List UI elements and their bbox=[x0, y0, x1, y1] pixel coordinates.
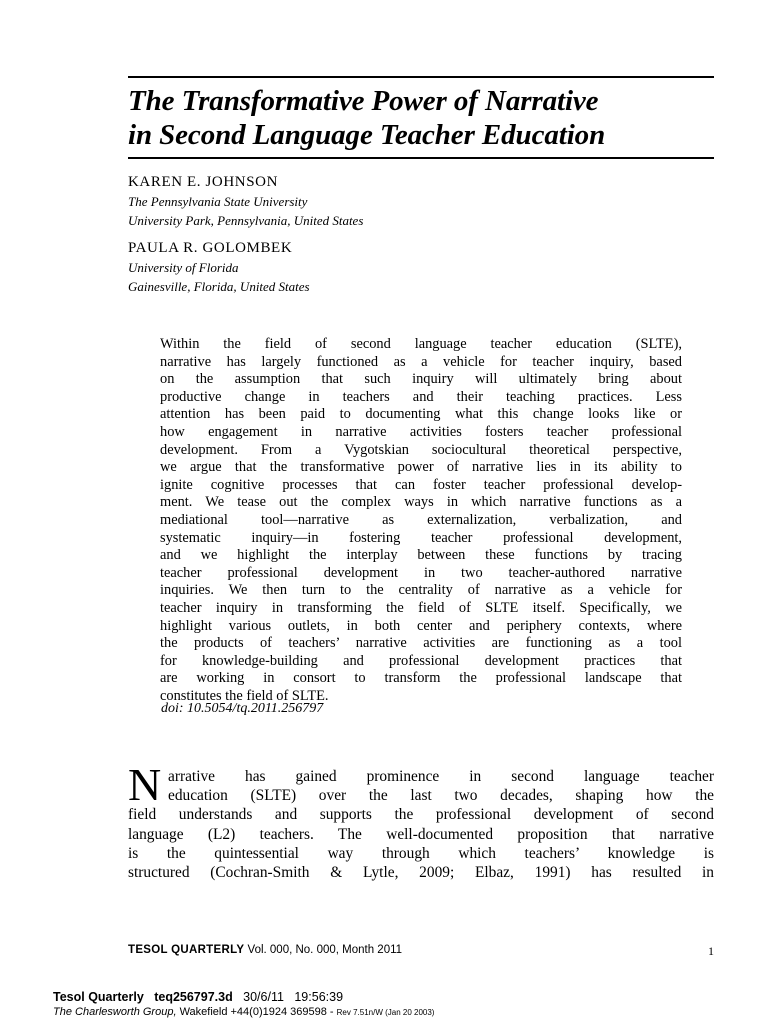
footer-issue: Vol. 000, No. 000, Month 2011 bbox=[247, 944, 403, 956]
abstract-line: Within the field of second language teacher education (SLTE), bbox=[160, 336, 682, 352]
abstract-line: inquiries. We then turn to the centrality of narrative as a vehicle for bbox=[160, 582, 682, 599]
body-text bbox=[128, 767, 714, 882]
author-1 bbox=[128, 172, 363, 230]
slug-time: 19:56:39 bbox=[294, 990, 344, 1004]
abstract-line: we argue that the transformative power of narrative lies in its ability to bbox=[160, 459, 682, 476]
page-footer bbox=[128, 944, 714, 956]
title-top-rule bbox=[128, 76, 714, 78]
body-line: field understands and supports the professional development of second bbox=[128, 806, 714, 824]
abstract-line: how engagement in narrative activities fosters teacher professional bbox=[160, 423, 682, 440]
author-affiliation: The Pennsylvania State University bbox=[128, 194, 308, 209]
footer-journal: TESOL QUARTERLY bbox=[128, 944, 245, 956]
abstract-line: systematic inquiry—in fostering teacher professional development, bbox=[160, 529, 682, 546]
body-line: arrative has gained prominence in second language teacher bbox=[168, 768, 714, 785]
abstract-line: productive change in teachers and their teaching practices. Less bbox=[160, 388, 682, 405]
typesetter-info bbox=[53, 1006, 434, 1018]
title-line-2: in Second Language Teacher Education bbox=[128, 119, 606, 151]
author-2 bbox=[128, 238, 310, 296]
slug-contact: Wakefield +44(0)1924 369598 - bbox=[179, 1006, 334, 1018]
author-location: University Park, Pennsylvania, United States bbox=[128, 213, 364, 228]
abstract-line: teacher professional development in two teacher-authored narrative bbox=[160, 564, 682, 581]
author-name: PAULA R. GOLOMBEK bbox=[128, 240, 293, 256]
abstract-line: the products of teachers’ narrative activities are functioning as a tool bbox=[160, 635, 682, 652]
abstract-line: narrative has largely functioned as a vehicle for teacher inquiry, based bbox=[160, 353, 682, 370]
abstract-line: highlight various outlets, in both center and periphery contexts, where bbox=[160, 617, 682, 634]
slug-typesetter: The Charlesworth Group, bbox=[53, 1006, 177, 1018]
abstract-line: attention has been paid to documenting what this change looks like or bbox=[160, 406, 682, 423]
body-line: education (SLTE) over the last two decades, shaping how the bbox=[168, 787, 714, 805]
body-line: language (L2) teachers. The well-documented proposition that narrative bbox=[128, 825, 714, 843]
title-line-1: The Transformative Power of Narrative bbox=[128, 85, 599, 117]
body-line: structured (Cochran-Smith & Lytle, 2009; Elbaz, 1991) has resulted in bbox=[128, 863, 714, 881]
doi-link[interactable]: doi: 10.5054/tq.2011.256797 bbox=[161, 701, 324, 716]
abstract-line: constitutes the field of SLTE. bbox=[160, 687, 329, 704]
slug-file: teq256797.3d bbox=[154, 990, 233, 1004]
abstract-line: on the assumption that such inquiry will ultimately bring about bbox=[160, 371, 682, 388]
abstract-line: development. From a Vygotskian sociocultural theoretical perspective, bbox=[160, 441, 682, 458]
abstract-line: teacher inquiry in transforming the field of SLTE itself. Specifically, we bbox=[160, 599, 682, 616]
slug-date: 30/6/11 bbox=[243, 990, 284, 1004]
body-line: is the quintessential way through which teachers’ knowledge is bbox=[128, 844, 714, 862]
abstract-line: ignite cognitive processes that can foster teacher professional develop- bbox=[160, 476, 682, 493]
slug-journal: Tesol Quarterly bbox=[53, 990, 144, 1004]
abstract-line: are working in consort to transform the professional landscape that bbox=[160, 670, 682, 687]
abstract-line: ment. We tease out the complex ways in which narrative functions as a bbox=[160, 494, 682, 511]
author-name: KAREN E. JOHNSON bbox=[128, 174, 279, 190]
abstract-line: and we highlight the interplay between these functions by tracing bbox=[160, 547, 682, 564]
author-affiliation: University of Florida bbox=[128, 260, 239, 275]
drop-cap: N bbox=[128, 759, 162, 810]
article-title bbox=[128, 84, 728, 152]
page-number: 1 bbox=[708, 944, 714, 958]
abstract bbox=[160, 336, 682, 705]
typesetter-slug bbox=[53, 990, 343, 1004]
author-location: Gainesville, Florida, United States bbox=[128, 279, 310, 294]
abstract-line: mediational tool—narrative as externalization, verbalization, and bbox=[160, 511, 682, 528]
title-bottom-rule bbox=[128, 157, 714, 159]
abstract-line: for knowledge-building and professional development practices that bbox=[160, 652, 682, 669]
slug-rev: Rev 7.51n/W (Jan 20 2003) bbox=[336, 1008, 435, 1017]
